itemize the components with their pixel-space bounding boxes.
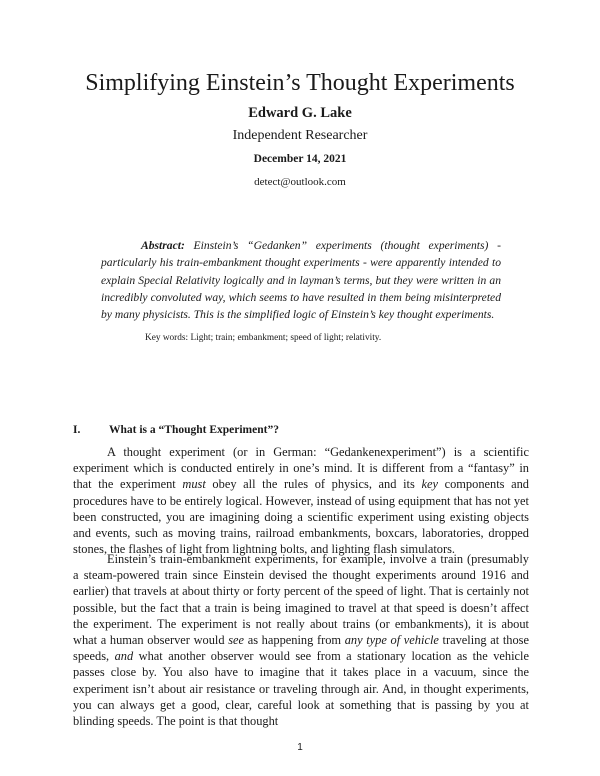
p1-text-1: A thought experiment (or in German: “Gedankenexperiment”) is a scientific experiment which is conducted entirely in one’s mind. It is different from a “fantasy” in that the experiment <box>73 445 529 492</box>
p2-emphasis-1: see <box>228 633 245 648</box>
p2-text-2: as happening from <box>244 633 345 648</box>
author-affiliation: Independent Researcher <box>232 128 368 143</box>
keywords: Key words: Light; train; embankment; speed of light; relativity. <box>145 333 382 343</box>
author-email[interactable]: detect@outlook.com <box>254 176 346 188</box>
body-paragraph-1 <box>73 444 529 557</box>
p1-text-3: components and procedures have to be entirely logical. However, instead of using equipment that has not yet been constructed, you are imagining doing a scientific experiment using existing objects and events, such as moving trains, railroad embankments, boxcars, laboratories, dropped stones, the flashes of light from lightning bolts, and lighting flash simulators. <box>73 477 530 557</box>
section-heading <box>73 424 279 436</box>
p1-emphasis-2: key <box>421 477 438 492</box>
p1-emphasis-1: must <box>182 477 206 492</box>
abstract <box>101 237 501 323</box>
abstract-text: Einstein’s “Gedanken” experiments (thought experiments) - particularly his train-embankment thought experiments - were apparently intended to explain Special Relativity logically and in layman’s terms, but they were written in an incredibly convoluted way, which seems to have resulted in them being misinterpreted by many physicists. This is the simplified logic of Einstein’s key thought experiments. <box>101 239 501 322</box>
abstract-label: Abstract: <box>141 239 185 252</box>
section-number: I. <box>73 424 81 436</box>
p2-emphasis-3: and <box>114 649 134 664</box>
publication-date: December 14, 2021 <box>253 153 347 165</box>
section-title: What is a “Thought Experiment”? <box>109 424 279 436</box>
author-name: Edward G. Lake <box>248 105 352 121</box>
body-paragraph-2 <box>73 551 529 729</box>
p2-text-3: traveling at those speeds, <box>73 633 529 664</box>
p2-text-1: Einstein’s train-embankment experiments, for example, involve a train (presumably a steam-powered train since Einstein devised the thought experiments around 1916 and earlier) that travels at about thirty or forty percent of the speed of light. That is certainly not possible, but the fact that a train is being imagined to travel at that speed is doesn’t affect the experiment. The experiment is not really about trains (or embankments), it is about what a human observer would <box>73 552 529 648</box>
p1-text-2: obey all the rules of physics, and its <box>205 477 422 492</box>
paper-title: Simplifying Einstein’s Thought Experiments <box>85 70 515 96</box>
p2-text-4: what another observer would see from a stationary location as the vehicle passes close by. You also have to imagine that it takes place in a vacuum, since the experiment isn’t about air resistance or traveling through air. And, in thought experiments, you can always get a good, clear, careful look at something that is passing by you at blinding speeds. The point is that thought <box>73 649 529 729</box>
page-number: 1 <box>297 742 303 753</box>
p2-emphasis-2: any type of vehicle <box>344 633 439 648</box>
